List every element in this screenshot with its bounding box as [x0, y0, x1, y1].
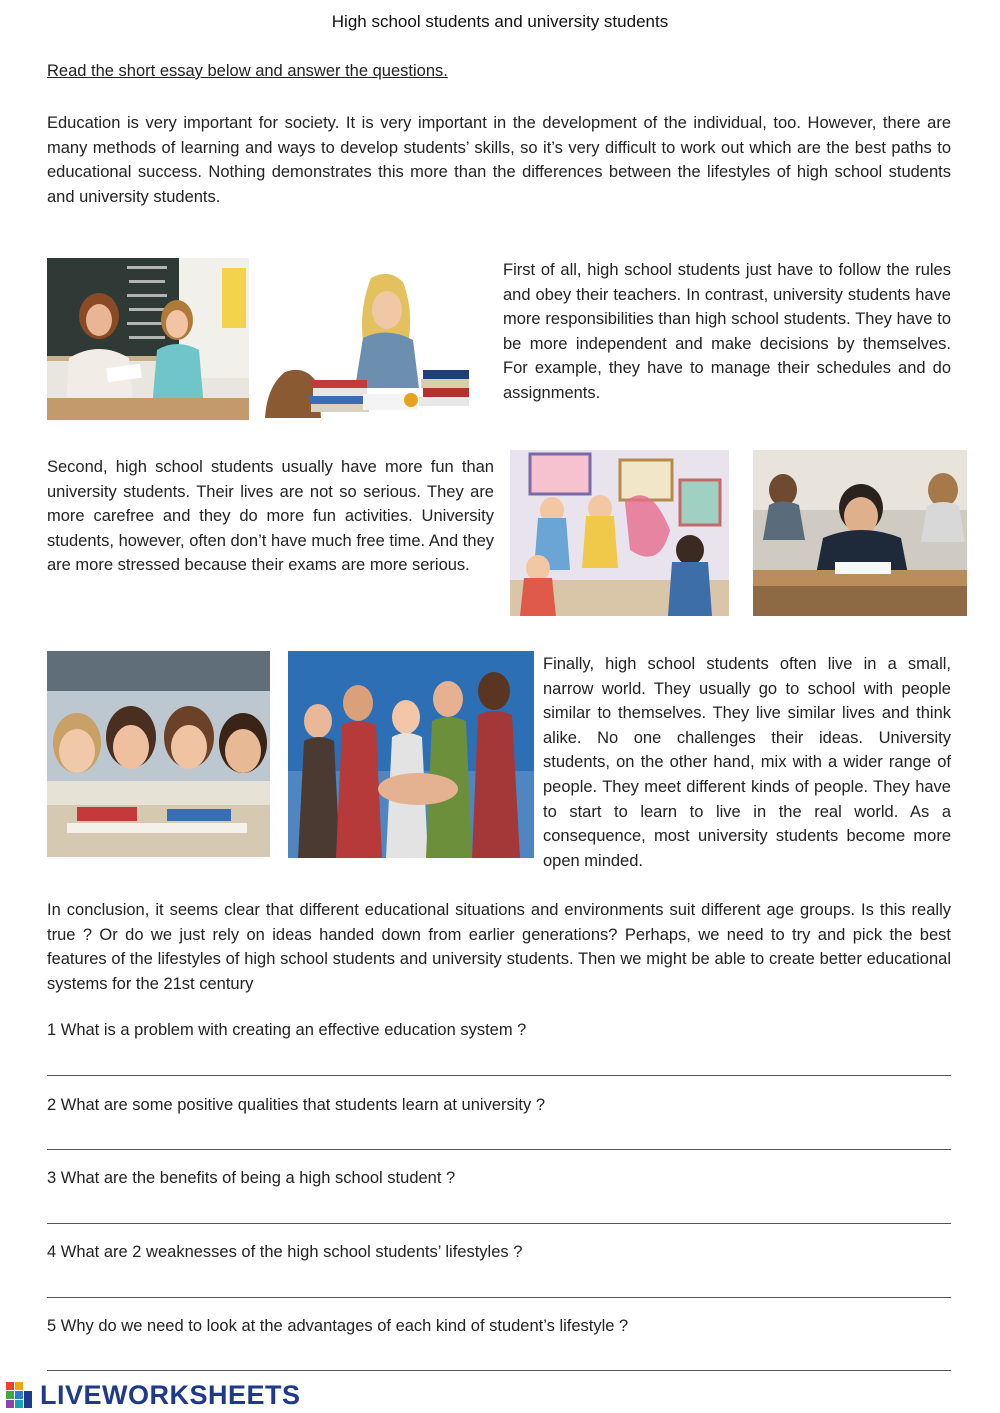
paragraph-wider-world: Finally, high school students often live in a small, narrow world. They usually go to school with people similar to themselves. They live similar lives and think alike. No one challenges their ideas. University students, on the other hand, mix with a wider range of people. They meet different kinds of people. They have to start to learn to live in the real world. As a consequence, most university students become more open minded.: [543, 655, 951, 870]
question-2: 2 What are some positive qualities that students learn at university ?: [47, 1096, 546, 1114]
paragraph-responsibilities: First of all, high school students just have to follow the rules and obey their teachers. In contrast, university students have more responsibilities than high school students. They have to be more independent and make decisions by themselves. For example, they have to manage their schedules and do assignments.: [503, 261, 951, 402]
answer-line-4[interactable]: [47, 1297, 951, 1298]
answer-line-2[interactable]: [47, 1149, 951, 1150]
smiling-teens-photo: [47, 651, 270, 857]
question-4: 4 What are 2 weaknesses of the high school students’ lifestyles ?: [47, 1243, 523, 1261]
paragraph-fun: Second, high school students usually have more fun than university students. Their lives are not so serious. They are more carefree and they do more fun activities. University students, however, often don’t have much free time. And they are more stressed because their exams are more serious.: [47, 458, 494, 575]
logo-blocks-icon: [6, 1382, 36, 1408]
instructions: Read the short essay below and answer the questions.: [47, 62, 448, 80]
answer-line-3[interactable]: [47, 1223, 951, 1224]
logo-text: LIVEWORKSHEETS: [40, 1379, 301, 1410]
question-3: 3 What are the benefits of being a high school student ?: [47, 1169, 456, 1187]
page-title: High school students and university students: [331, 12, 669, 31]
answer-line-5[interactable]: [47, 1370, 951, 1371]
student-studying-photo: [263, 268, 470, 418]
students-joining-hands-photo: [288, 651, 534, 858]
conclusion-paragraph: In conclusion, it seems clear that different educational situations and environments suit different age groups. Is this really true ? Or do we just rely on ideas handed down from earlier generations? Perhaps, we need to try and pick the best features of the lifestyles of high school students and university students. Then we might be able to create better educational systems for the 21st century: [47, 901, 951, 993]
question-1: 1 What is a problem with creating an effective education system ?: [47, 1021, 527, 1039]
teacher-student-photo: [47, 258, 249, 420]
intro-paragraph: Education is very important for society. It is very important in the development of the individual, too. However, there are many methods of learning and ways to develop students’ skills, so it’s very difficult to work out which are the best paths to educational success. Nothing demonstrates this more than the differences between the lifestyles of high school students and university students.: [47, 114, 951, 206]
liveworksheets-logo[interactable]: [6, 1380, 301, 1410]
question-5: 5 Why do we need to look at the advantages of each kind of student’s lifestyle ?: [47, 1317, 629, 1335]
cartoon-kids-gallery-photo: [510, 450, 729, 616]
exam-hall-photo: [753, 450, 967, 616]
answer-line-1[interactable]: [47, 1075, 951, 1076]
